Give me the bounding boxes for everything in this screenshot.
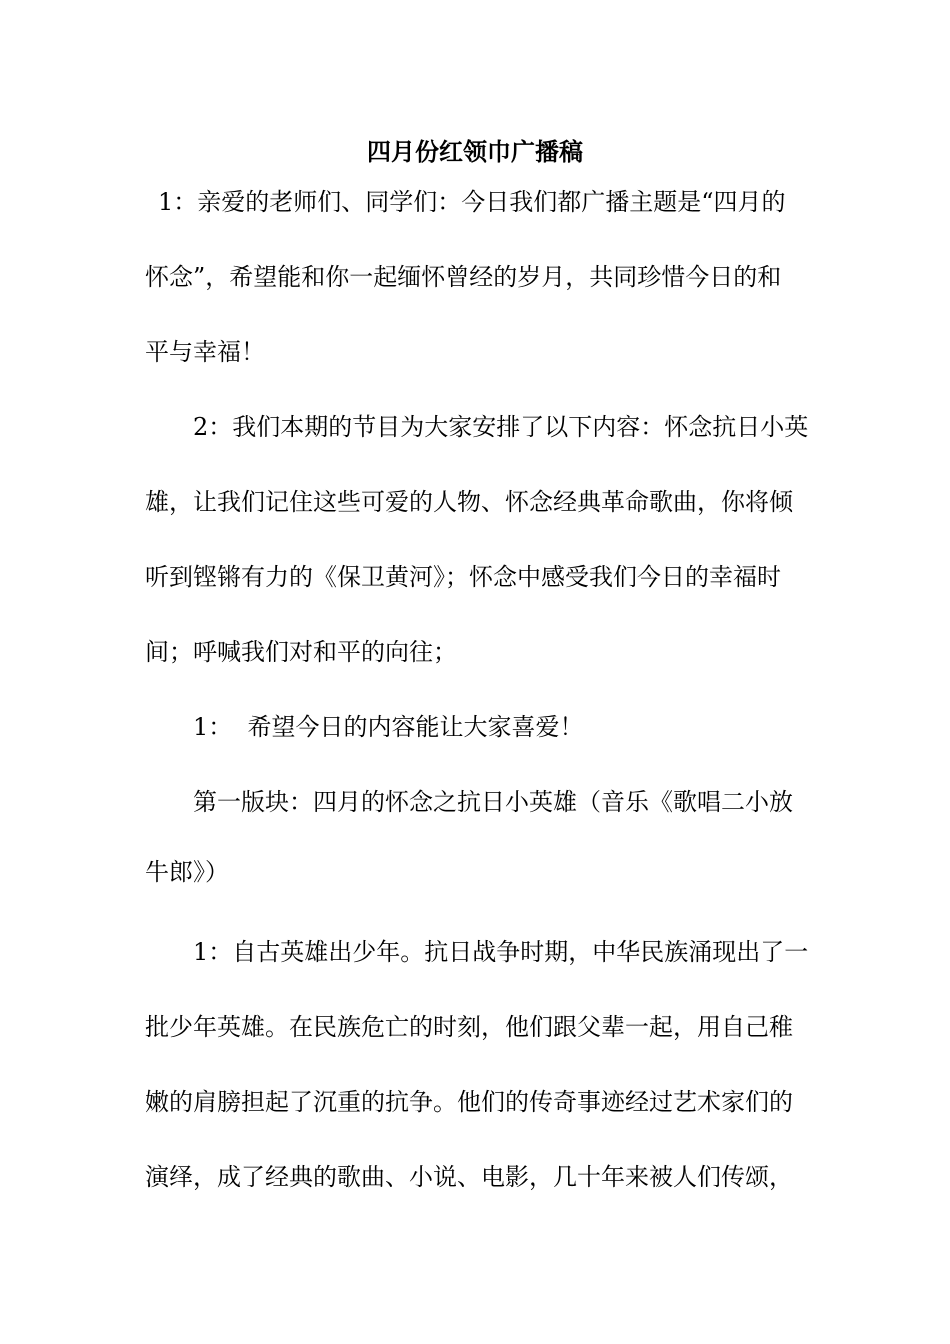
body-line-5: 雄，让我们记住这些可爱的人物、怀念经典革命歌曲，你将倾: [145, 488, 793, 516]
body-line-14: 演绎，成了经典的歌曲、小说、电影，几十年来被人们传颂，: [145, 1163, 793, 1191]
body-line-11: 1：自古英雄出少年。抗日战争时期，中华民族涌现出了一: [193, 938, 809, 966]
body-line-1: 1：亲爱的老师们、同学们：今日我们都广播主题是“四月的: [158, 188, 786, 216]
body-line-7: 间；呼喊我们对和平的向往；: [145, 638, 457, 666]
body-line-6: 听到铿锵有力的《保卫黄河》；怀念中感受我们今日的幸福时: [145, 563, 781, 591]
body-line-8: 1： 希望今日的内容能让大家喜爱！: [193, 713, 584, 741]
body-line-10: 牛郎》）: [145, 858, 229, 886]
body-line-12: 批少年英雄。在民族危亡的时刻，他们跟父辈一起，用自己稚: [145, 1013, 793, 1041]
body-line-9: 第一版块：四月的怀念之抗日小英雄（音乐《歌唱二小放: [193, 788, 793, 816]
body-line-2: 怀念”，希望能和你一起缅怀曾经的岁月，共同珍惜今日的和: [145, 263, 782, 291]
body-line-4: 2：我们本期的节目为大家安排了以下内容：怀念抗日小英: [193, 413, 809, 441]
body-line-3: 平与幸福！: [145, 338, 265, 366]
document-title: 四月份红领巾广播稿: [367, 138, 583, 166]
body-line-13: 嫩的肩膀担起了沉重的抗争。他们的传奇事迹经过艺术家们的: [145, 1088, 793, 1116]
